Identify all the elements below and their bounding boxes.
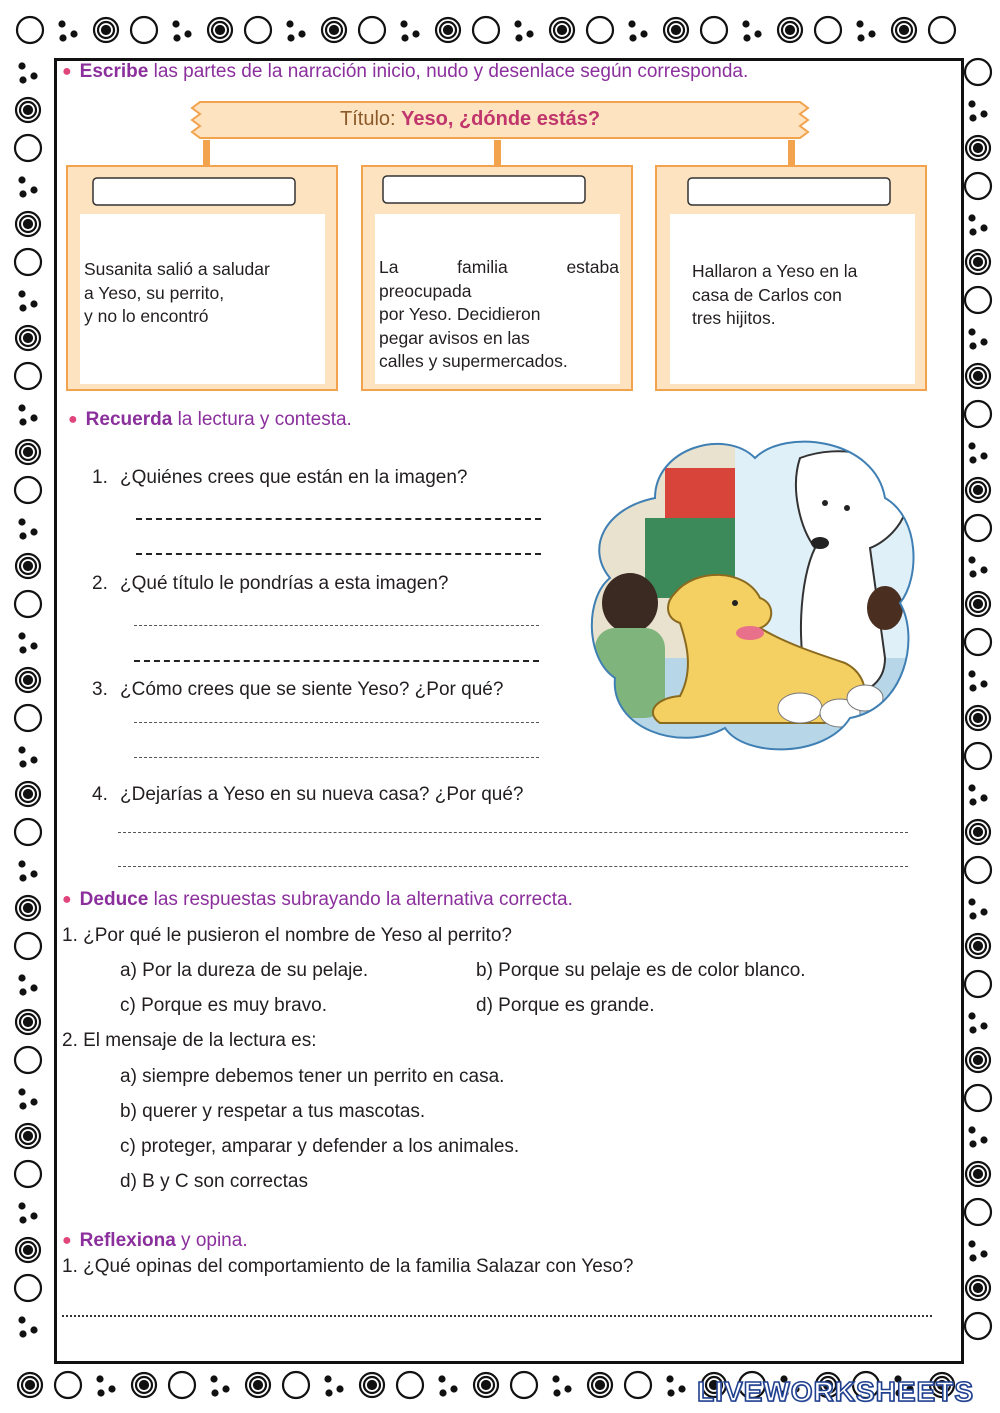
section-heading-escribe: ● Escribe las partes de la narración inicio, nudo y desenlace según corresponda. <box>62 61 749 82</box>
answer-box-2[interactable] <box>383 176 585 203</box>
answer-box-3[interactable] <box>688 178 890 205</box>
answer-line[interactable] <box>134 660 539 662</box>
question-4: 4. ¿Dejarías a Yeso en su nueva casa? ¿Por qué? <box>92 784 524 805</box>
option-1c[interactable]: c) Porque es muy bravo. <box>120 995 327 1016</box>
deduce-question-1: 1. ¿Por qué le pusieron el nombre de Yeso al perrito? <box>62 925 512 946</box>
card-text-1: Susanita salió a saludar a Yeso, su perrito, y no lo encontró <box>84 259 270 326</box>
girl-hair <box>602 573 658 633</box>
watermark: LIVEWORKSHEETS <box>697 1376 974 1407</box>
story-title: Título: Yeso, ¿dónde estás? <box>340 108 601 130</box>
section-heading-deduce: ● Deduce las respuestas subrayando la alternativa correcta. <box>62 889 573 910</box>
option-1d[interactable]: d) Porque es grande. <box>476 995 655 1016</box>
option-2c[interactable]: c) proteger, amparar y defender a los animales. <box>120 1136 520 1157</box>
card-text-2: La familia estaba preocupada por Yeso. Decidieron pegar avisos en las calles y supermercados. <box>379 257 619 371</box>
dogs-illustration <box>585 428 920 758</box>
option-2d[interactable]: d) B y C son correctas <box>120 1171 308 1192</box>
question-3: 3. ¿Cómo crees que se siente Yeso? ¿Por qué? <box>92 679 504 700</box>
option-1b[interactable]: b) Porque su pelaje es de color blanco. <box>476 960 806 981</box>
deduce-question-2: 2. El mensaje de la lectura es: <box>62 1030 317 1051</box>
card-text-3: Hallaron a Yeso en la casa de Carlos con tres hijitos. <box>692 261 858 328</box>
option-2a[interactable]: a) siempre debemos tener un perrito en casa. <box>120 1066 505 1087</box>
option-2b[interactable]: b) querer y respetar a tus mascotas. <box>120 1101 426 1122</box>
answer-line[interactable] <box>134 722 539 723</box>
section-heading-recuerda: ● Recuerda la lectura y contesta. <box>68 409 352 430</box>
question-1: 1. ¿Quiénes crees que están en la imagen? <box>92 467 468 488</box>
answer-line[interactable] <box>136 553 541 555</box>
option-1a[interactable]: a) Por la dureza de su pelaje. <box>120 960 369 981</box>
answer-line[interactable] <box>118 832 908 833</box>
heading-keyword: Escribe <box>79 61 149 82</box>
answer-line[interactable] <box>134 757 539 758</box>
reflexiona-question: 1. ¿Qué opinas del comportamiento de la familia Salazar con Yeso? <box>62 1256 634 1277</box>
puppy <box>778 693 822 723</box>
answer-line[interactable] <box>136 518 541 520</box>
answer-line[interactable] <box>134 625 539 626</box>
answer-line[interactable] <box>118 866 908 867</box>
girl-shirt <box>595 628 665 718</box>
story-title-value: Yeso, ¿dónde estás? <box>401 108 601 130</box>
question-2: 2. ¿Qué título le pondrías a esta imagen? <box>92 573 449 594</box>
answer-box-1[interactable] <box>93 178 295 205</box>
heading-text: las partes de la narración inicio, nudo y desenlace según corresponda. <box>153 61 749 82</box>
answer-line[interactable] <box>62 1315 932 1317</box>
section-heading-reflexiona: ● Reflexiona y opina. <box>62 1230 248 1251</box>
